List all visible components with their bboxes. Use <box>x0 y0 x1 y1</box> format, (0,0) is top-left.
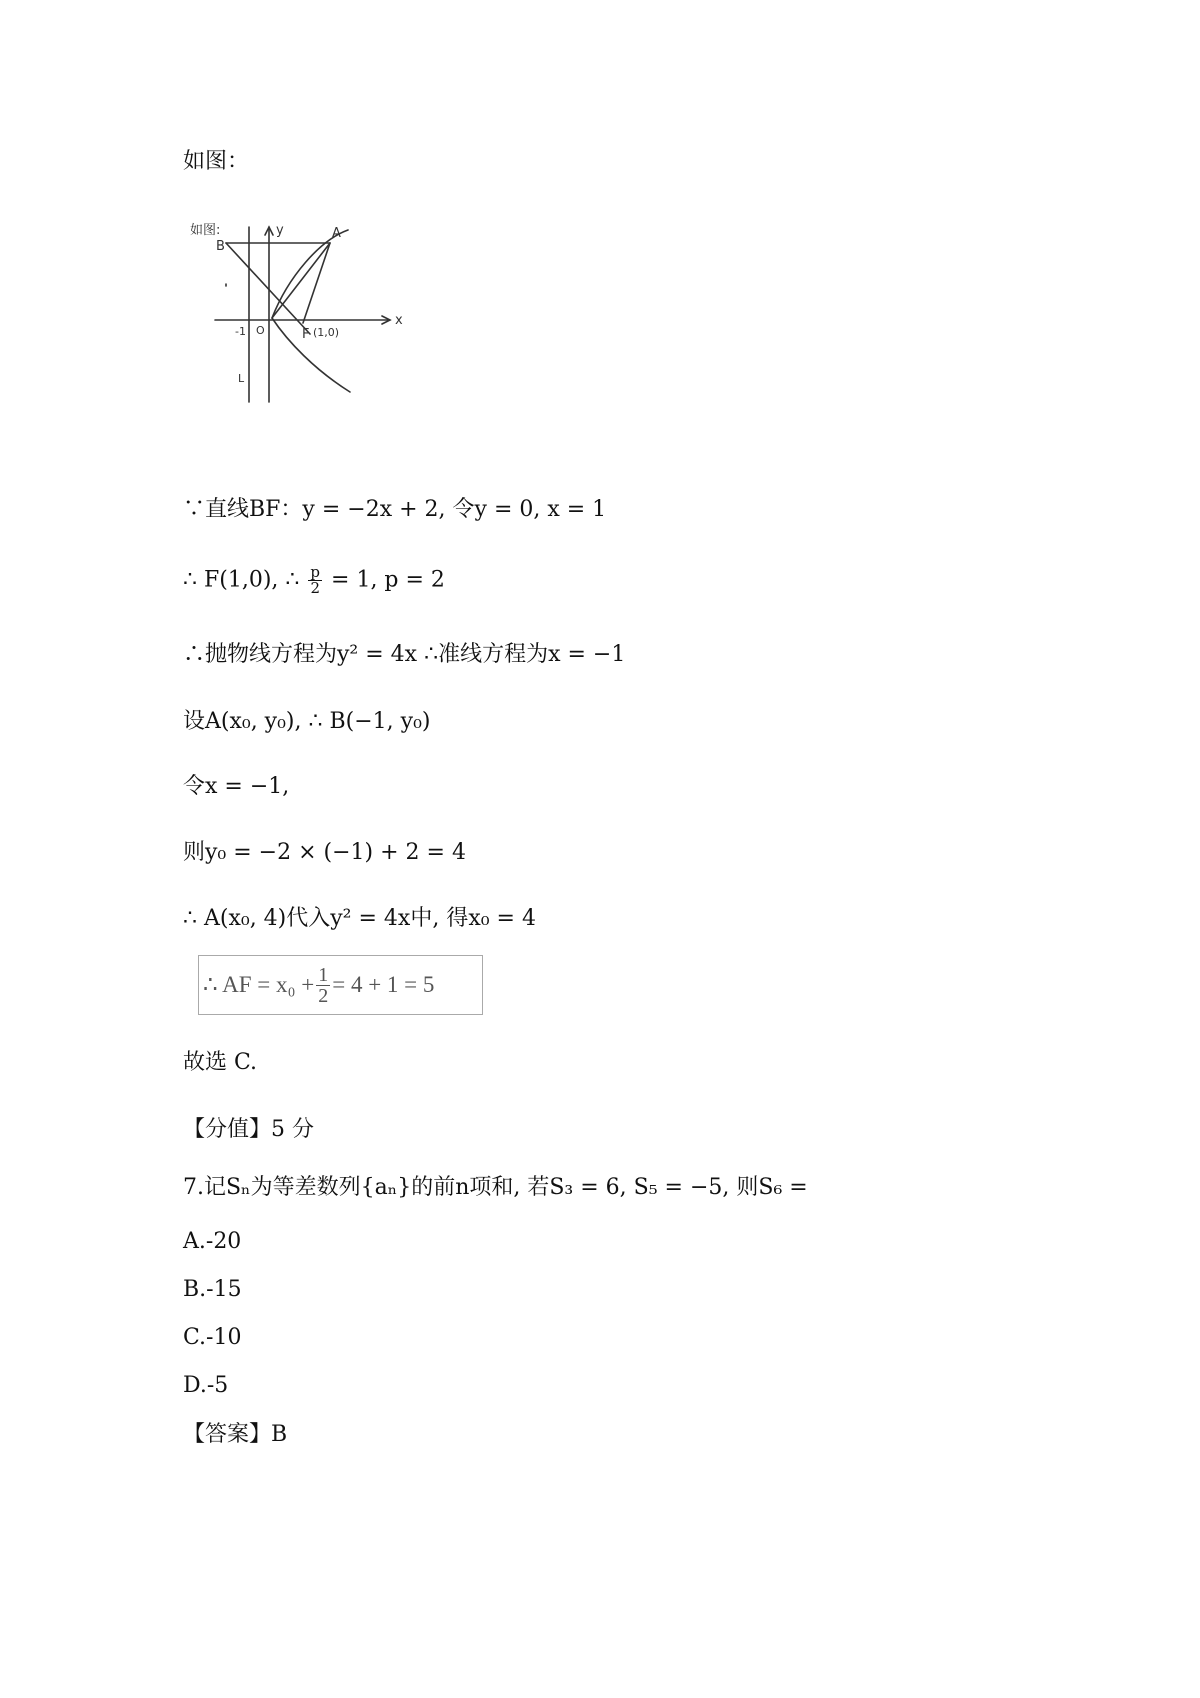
intro-text: 如图： <box>183 149 250 174</box>
parabola-curve <box>272 230 350 392</box>
option-d: D.-5 <box>183 1373 229 1398</box>
fraction-1-over-2 <box>316 965 330 1006</box>
solution-step-2-pre: ∴ F(1,0), ∴ <box>183 567 300 593</box>
origin-label: O <box>256 324 265 337</box>
point-b-label: B <box>216 239 225 254</box>
point-a-label: A <box>332 226 341 241</box>
fraction-denominator: 2 <box>310 579 320 597</box>
boxed-result <box>198 955 483 1015</box>
solution-step-1: ∵直线BF：y = −2x + 2, 令y = 0, x = 1 <box>183 497 607 522</box>
fraction-p-over-2 <box>308 565 322 596</box>
solution-step-6: 则y₀ = −2 × (−1) + 2 = 4 <box>183 840 466 865</box>
solution-step-2 <box>183 565 445 596</box>
choice-text: 故选 C. <box>183 1050 258 1075</box>
directrix-label: L <box>238 372 245 385</box>
solution-step-7: ∴ A(x₀, 4)代入y² = 4x中, 得x₀ = 4 <box>183 906 536 931</box>
segment-oa <box>272 243 330 318</box>
segment-af <box>303 243 330 323</box>
solution-step-3: ∴抛物线方程为y² = 4x ∴准线方程为x = −1 <box>183 642 626 667</box>
option-a: A.-20 <box>183 1229 242 1254</box>
option-b: B.-15 <box>183 1277 242 1302</box>
focus-coord-label: (1,0) <box>313 326 340 339</box>
fraction-numerator: p <box>310 563 321 581</box>
answer-text: 【答案】B <box>183 1422 288 1447</box>
parabola-sketch <box>190 222 430 405</box>
y-axis-label: y <box>276 223 284 238</box>
fraction-denominator: 2 <box>318 984 329 1007</box>
point-f-label: F <box>302 327 310 342</box>
option-c: C.-10 <box>183 1325 242 1350</box>
solution-step-4: 设A(x₀, y₀), ∴ B(−1, y₀) <box>183 709 431 734</box>
fraction-numerator: 1 <box>318 963 329 986</box>
boxed-result-post: = 4 + 1 = 5 <box>332 972 435 997</box>
solution-step-2-post: = 1, p = 2 <box>331 567 445 593</box>
boxed-result-pre: ∴ AF = x₀ + <box>203 972 315 997</box>
question-text: 7.记Sₙ为等差数列{aₙ}的前n项和, 若S₃ = 6, S₅ = −5, 则S₆ = <box>183 1175 808 1200</box>
tick-neg1-label: -1 <box>235 325 246 338</box>
score-text: 【分值】5 分 <box>183 1117 314 1142</box>
solution-step-5: 令x = −1, <box>183 774 290 799</box>
figure-label: 如图: <box>190 223 221 238</box>
x-axis-label: x <box>395 313 403 328</box>
